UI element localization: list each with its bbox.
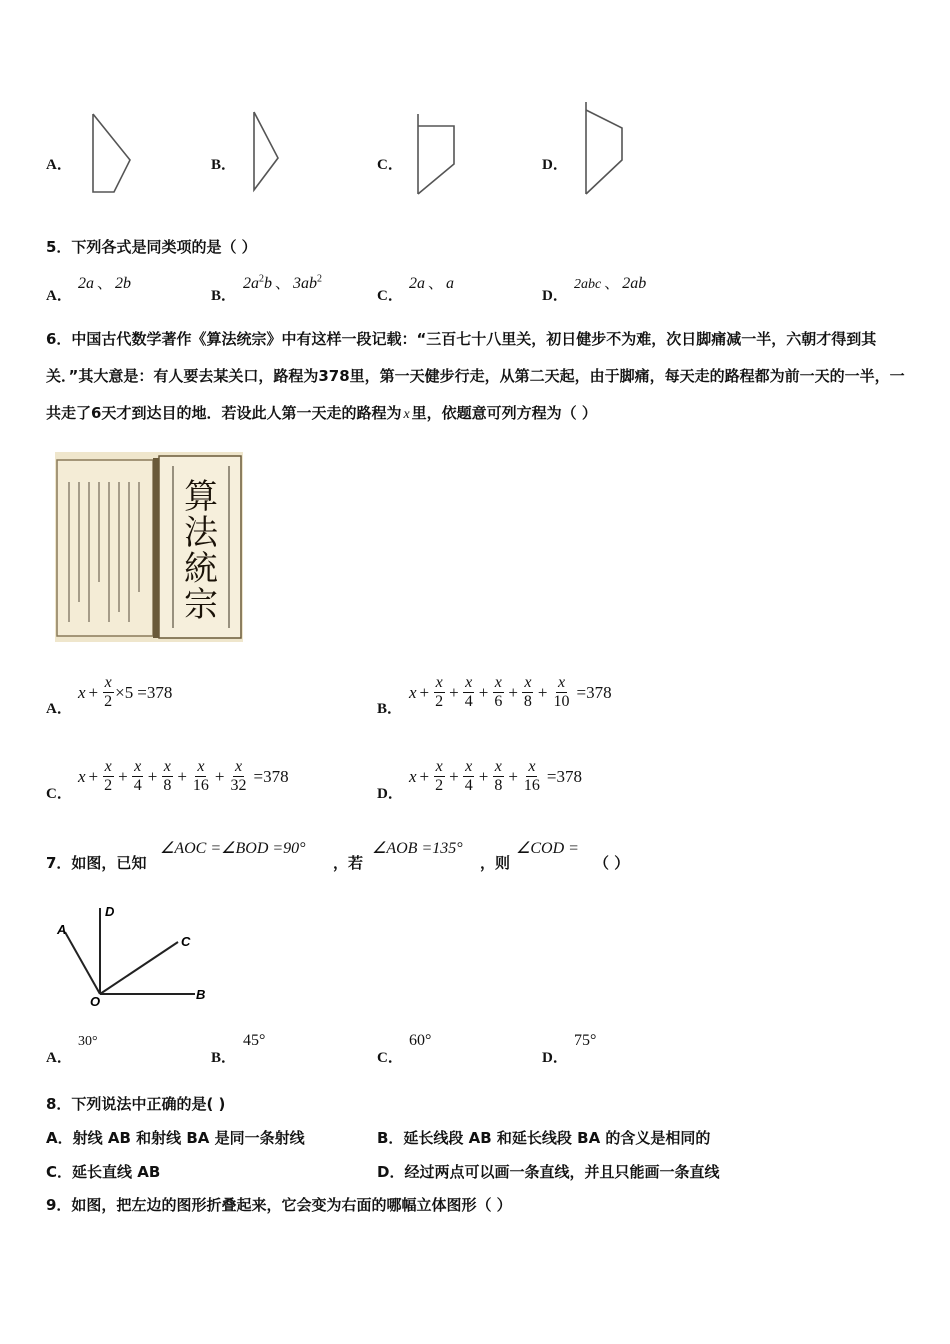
q7-option-d-value: 75° bbox=[574, 1032, 597, 1049]
q8-option-a: A．射线 AB 和射线 BA 是同一条射线 bbox=[46, 1129, 305, 1147]
suanfa-tongzong-book-image bbox=[55, 452, 243, 642]
book-title-char-4: 宗 bbox=[184, 585, 218, 625]
eq-b-fraction bbox=[463, 674, 475, 711]
q6-option-d-label: D． bbox=[377, 786, 403, 802]
q4-figure-b bbox=[246, 108, 286, 194]
eq-d-plus: + bbox=[419, 766, 430, 786]
eq-d-denominator: 8 bbox=[494, 777, 503, 794]
q4-figure-c bbox=[410, 110, 462, 198]
eq-c-fraction bbox=[102, 758, 114, 795]
q6-stem: 6．中国古代数学著作《算法统宗》中有这样一段记载：“三百七十八里关，初日健步不为难，次日脚痛减一半，六朝才得到其关．”其大意是：有人要去某关口，路程为378里，第一天健步行走，从第二天起，由于脚痛，每天走的路程都为前一天的一半，一共走了6天才到达目的地．若设此人第一天走的路程为 x 里，依题意可列方程为（ ） bbox=[46, 330, 905, 422]
eq-d-x: x bbox=[409, 766, 417, 786]
eq-c-fraction bbox=[132, 758, 144, 795]
eq-c-numerator: x bbox=[104, 758, 112, 775]
q8-option-b: B．延长线段 AB 和延长线段 BA 的含义是相同的 bbox=[377, 1129, 711, 1147]
label-o: O bbox=[90, 994, 101, 1009]
eq-b-plus: + bbox=[449, 682, 459, 702]
eq-d-fraction bbox=[463, 758, 475, 795]
eq-b-fraction bbox=[522, 674, 534, 711]
eq-d-denominator: 2 bbox=[435, 777, 444, 794]
eq-d-rhs: =378 bbox=[546, 766, 583, 786]
eq-c-denominator: 4 bbox=[133, 777, 142, 794]
eq-c-numerator: x bbox=[234, 758, 243, 775]
eq-b-denominator: 6 bbox=[494, 693, 503, 710]
eq-b-denominator: 2 bbox=[435, 693, 444, 710]
eq-b-numerator: x bbox=[524, 674, 532, 691]
q5-option-b-expr: $2a^2b$ 、 $3ab^2$ bbox=[243, 273, 323, 292]
eq-b-plus: + bbox=[478, 682, 489, 702]
q4-figure-d bbox=[578, 98, 632, 198]
eq-b-numerator: x bbox=[435, 674, 443, 691]
q6-option-b-equation bbox=[409, 674, 612, 711]
q6-option-d-equation bbox=[409, 758, 582, 795]
eq-d-plus: + bbox=[508, 766, 518, 786]
label-a: A bbox=[57, 922, 67, 937]
eq-c-plus: + bbox=[177, 766, 187, 786]
eq-c-denominator: 8 bbox=[163, 777, 172, 794]
q8-stem: 8．下列说法中正确的是( ) bbox=[46, 1095, 226, 1113]
eq-b-numerator: x bbox=[494, 674, 502, 691]
q7-mid: ，若 bbox=[333, 854, 364, 872]
eq-d-plus: + bbox=[449, 766, 459, 786]
q5-option-c-label: C． bbox=[377, 288, 403, 304]
q5-option-d-label: D． bbox=[542, 288, 568, 304]
eq-c-plus: + bbox=[214, 766, 225, 786]
q5-option-b-label: B． bbox=[211, 288, 237, 304]
eq-d-fraction bbox=[492, 758, 504, 795]
q9-stem: 9．如图，把左边的图形折叠起来，它会变为右面的哪幅立体图形（ ） bbox=[46, 1196, 512, 1214]
q6-option-a-label: A． bbox=[46, 701, 72, 717]
eq-c-denominator: 2 bbox=[104, 777, 113, 794]
eq-c-fraction bbox=[191, 758, 211, 795]
eq-d-numerator: x bbox=[528, 758, 536, 775]
eq-d-fraction bbox=[522, 758, 542, 795]
eq-b-plus: + bbox=[537, 682, 548, 702]
eq-b-x: x bbox=[409, 682, 417, 702]
q7-condition-3: ∠COD = bbox=[516, 840, 579, 857]
eq-c-denominator: 16 bbox=[192, 777, 209, 794]
eq-d-plus: + bbox=[478, 766, 489, 786]
eq-b-fraction bbox=[552, 674, 572, 711]
label-c: C bbox=[181, 934, 191, 949]
q6-option-c-label: C． bbox=[46, 786, 72, 802]
eq-d-numerator: x bbox=[435, 758, 443, 775]
eq-b-plus: + bbox=[419, 682, 430, 702]
label-b: B bbox=[196, 987, 206, 1002]
q5-stem: 5．下列各式是同类项的是（ ） bbox=[46, 238, 257, 256]
eq-c-plus: + bbox=[147, 766, 158, 786]
book-title-char-1: 算 bbox=[184, 477, 218, 517]
eq-d-fraction bbox=[433, 758, 445, 795]
q7-option-d-label: D． bbox=[542, 1050, 568, 1066]
q7-tail: （ ） bbox=[594, 854, 630, 872]
q7-option-c-label: C． bbox=[377, 1050, 403, 1066]
q7-option-a-value: 30° bbox=[78, 1034, 98, 1049]
eq-c-fraction bbox=[161, 758, 173, 795]
eq-d-denominator: 16 bbox=[523, 777, 540, 794]
eq-c-plus: + bbox=[118, 766, 128, 786]
q7-option-b-value: 45° bbox=[243, 1032, 266, 1049]
label-d: D bbox=[105, 904, 115, 919]
eq-d-numerator: x bbox=[494, 758, 502, 775]
eq-c-plus: + bbox=[88, 766, 99, 786]
book-title-char-2: 法 bbox=[184, 513, 218, 553]
eq-b-numerator: x bbox=[465, 674, 473, 691]
q6-option-b-label: B． bbox=[377, 701, 403, 717]
eq-c-rhs: =378 bbox=[253, 766, 289, 786]
q4-figure-a bbox=[86, 110, 136, 196]
q4-option-a-label: A． bbox=[46, 157, 72, 173]
eq-b-fraction bbox=[433, 674, 445, 711]
eq-c-denominator: 32 bbox=[230, 777, 247, 794]
q4-option-c-label: C． bbox=[377, 157, 403, 173]
eq-b-denominator: 10 bbox=[553, 693, 570, 710]
q4-option-d-label: D． bbox=[542, 157, 568, 173]
q4-option-b-label: B． bbox=[211, 157, 237, 173]
q6-option-c-equation bbox=[78, 758, 289, 795]
q5-option-d-expr: 2abc 、 2ab bbox=[574, 274, 647, 292]
eq-c-numerator: x bbox=[197, 758, 205, 775]
q7-condition-2: ∠AOB =135° bbox=[372, 840, 463, 857]
q6-option-a-equation: x + $\frac{x}{2}$ ×5 =378 bbox=[78, 674, 173, 710]
q8-option-d: D．经过两点可以画一条直线，并且只能画一条直线 bbox=[377, 1163, 720, 1181]
eq-b-numerator: x bbox=[557, 674, 566, 691]
eq-b-denominator: 8 bbox=[523, 693, 532, 710]
q5-option-a-label: A． bbox=[46, 288, 72, 304]
eq-b-fraction bbox=[492, 674, 504, 711]
eq-d-denominator: 4 bbox=[464, 777, 473, 794]
q7-prefix: 7．如图，已知 bbox=[46, 854, 147, 872]
eq-d-numerator: x bbox=[465, 758, 473, 775]
q7-angle-figure bbox=[50, 900, 220, 1010]
q7-option-b-label: B． bbox=[211, 1050, 237, 1066]
eq-c-x: x bbox=[78, 766, 86, 786]
eq-c-numerator: x bbox=[163, 758, 171, 775]
eq-b-rhs: =378 bbox=[576, 682, 612, 702]
q8-option-c: C．延长直线 AB bbox=[46, 1163, 161, 1181]
q7-condition-1: ∠AOC =∠BOD =90° bbox=[160, 840, 306, 857]
q7-option-c-value: 60° bbox=[409, 1032, 432, 1049]
eq-b-plus: + bbox=[508, 682, 518, 702]
eq-c-fraction bbox=[229, 758, 249, 795]
book-title-char-3: 統 bbox=[184, 549, 218, 589]
eq-c-numerator: x bbox=[134, 758, 142, 775]
q7-mid2: ，则 bbox=[480, 854, 511, 872]
q7-option-a-label: A． bbox=[46, 1050, 72, 1066]
q5-option-a-expr: 2a 、 2b bbox=[78, 274, 132, 292]
q5-option-c-expr: 2a 、 a bbox=[409, 274, 455, 292]
eq-b-denominator: 4 bbox=[464, 693, 473, 710]
